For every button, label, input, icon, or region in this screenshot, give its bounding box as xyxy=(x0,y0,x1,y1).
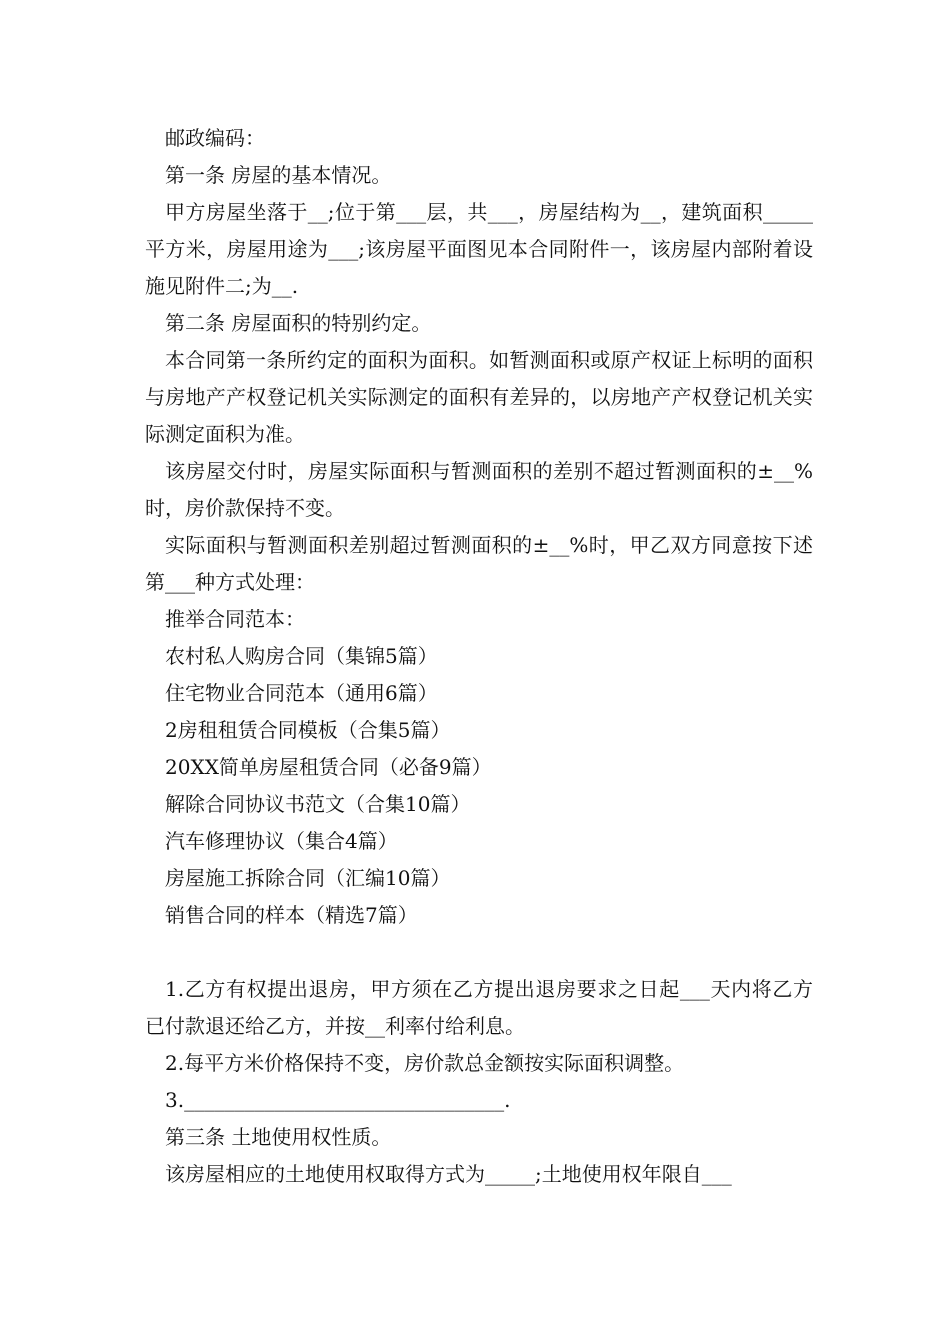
area-tolerance-text: 该房屋交付时，房屋实际面积与暂测面积的差别不超过暂测面积的±__%时，房价款保持不变。 xyxy=(145,459,813,520)
area-excess-text: 实际面积与暂测面积差别超过暂测面积的±__%时，甲乙双方同意按下述第___种方式处理： xyxy=(145,533,813,594)
recommend-link[interactable]: 房屋施工拆除合同（汇编10篇） xyxy=(165,866,451,890)
recommend-link[interactable]: 住宅物业合同范本（通用6篇） xyxy=(165,681,438,705)
option-2-text: 2.每平方米价格保持不变，房价款总金额按实际面积调整。 xyxy=(165,1051,685,1075)
article-2-text: 本合同第一条所约定的面积为面积。如暂测面积或原产权证上标明的面积与房地产产权登记机关实际测定的面积有差异的，以房地产产权登记机关实际测定面积为准。 xyxy=(145,348,813,446)
recommend-link[interactable]: 解除合同协议书范文（合集10篇） xyxy=(165,792,471,816)
article-1-text: 甲方房屋坐落于__;位于第___层，共___，房屋结构为__，建筑面积_____平方米，房屋用途为___;该房屋平面图见本合同附件一，该房屋内部附着设施见附件二;为__. xyxy=(145,200,813,298)
recommend-link[interactable]: 汽车修理协议（集合4篇） xyxy=(165,829,398,853)
document-body xyxy=(145,120,813,1193)
recommend-link[interactable]: 2房租租赁合同模板（合集5篇） xyxy=(165,718,451,742)
recommend-heading: 推举合同范本： xyxy=(165,607,305,631)
article-1-heading: 第一条 房屋的基本情况。 xyxy=(165,163,392,187)
recommend-link[interactable]: 农村私人购房合同（集锦5篇） xyxy=(165,644,438,668)
article-3-heading: 第三条 土地使用权性质。 xyxy=(165,1125,392,1149)
blank-line xyxy=(145,934,813,971)
recommend-link[interactable]: 销售合同的样本（精选7篇） xyxy=(165,903,418,927)
recommend-link[interactable]: 20XX简单房屋租赁合同（必备9篇） xyxy=(165,755,492,779)
option-3-text: 3.________________________________. xyxy=(165,1088,511,1112)
option-1-text: 1.乙方有权提出退房，甲方须在乙方提出退房要求之日起___天内将乙方已付款退还给乙方，并按__利率付给利息。 xyxy=(145,977,813,1038)
postal-code-line: 邮政编码： xyxy=(165,126,265,150)
article-2-heading: 第二条 房屋面积的特别约定。 xyxy=(165,311,432,335)
article-3-text: 该房屋相应的土地使用权取得方式为_____;土地使用权年限自___ xyxy=(165,1162,732,1186)
